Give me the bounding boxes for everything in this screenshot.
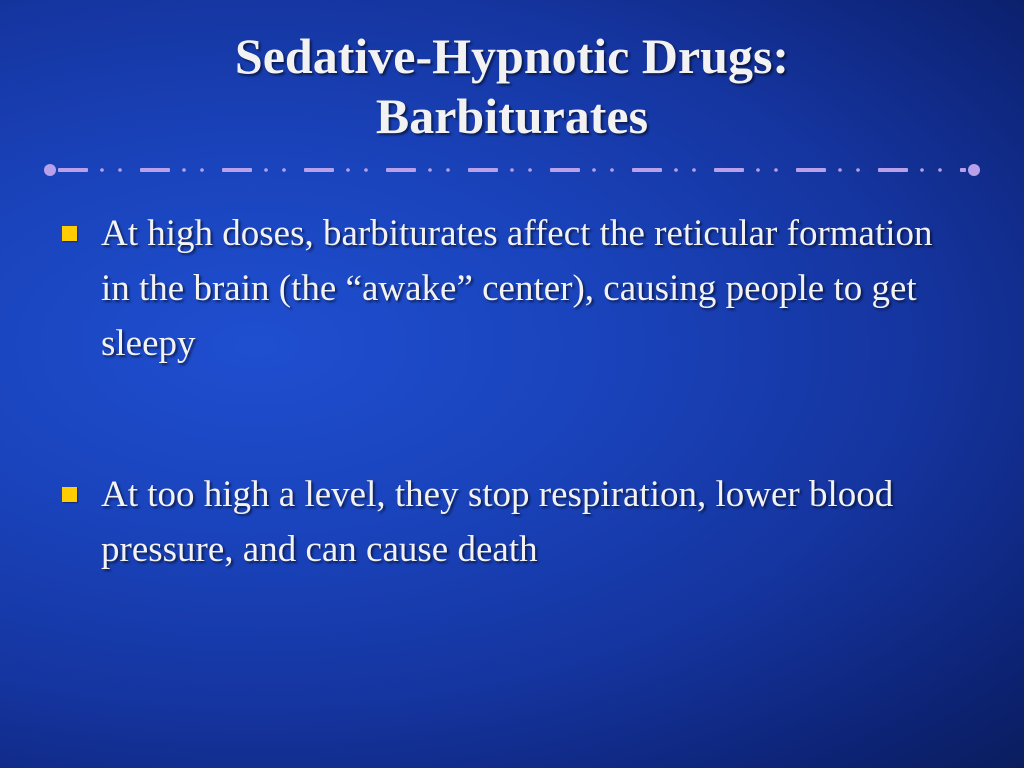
divider-dot bbox=[674, 168, 678, 172]
divider-dash bbox=[58, 168, 88, 172]
divider-dot bbox=[510, 168, 514, 172]
bullet-square-icon bbox=[62, 226, 77, 241]
divider-end-dot bbox=[968, 164, 980, 176]
slide-title bbox=[0, 26, 1024, 146]
divider-end-dot bbox=[44, 164, 56, 176]
divider-dot bbox=[856, 168, 860, 172]
divider-dot bbox=[774, 168, 778, 172]
divider-dot bbox=[200, 168, 204, 172]
divider-dash bbox=[796, 168, 826, 172]
divider-dash bbox=[468, 168, 498, 172]
divider-dot bbox=[692, 168, 696, 172]
divider-dot bbox=[364, 168, 368, 172]
divider-dash bbox=[878, 168, 908, 172]
bullet-square-icon bbox=[62, 487, 77, 502]
divider-dash bbox=[386, 168, 416, 172]
divider-dash bbox=[140, 168, 170, 172]
bullet-item bbox=[62, 206, 962, 371]
divider-dot bbox=[182, 168, 186, 172]
divider-dot bbox=[756, 168, 760, 172]
divider-dash bbox=[550, 168, 580, 172]
title-line-2: Barbiturates bbox=[375, 88, 649, 144]
divider-dot bbox=[528, 168, 532, 172]
divider-dot bbox=[428, 168, 432, 172]
divider-dot bbox=[282, 168, 286, 172]
bullet-text: At high doses, barbiturates affect the reticular formation in the brain (the “awake” center), causing people to get sleepy bbox=[101, 213, 933, 364]
divider-dot bbox=[610, 168, 614, 172]
divider-dash bbox=[632, 168, 662, 172]
divider-dash bbox=[222, 168, 252, 172]
divider-dot bbox=[118, 168, 122, 172]
bullet-text: At too high a level, they stop respiration, lower blood pressure, and can cause death bbox=[101, 474, 894, 570]
divider-dot bbox=[938, 168, 942, 172]
divider-dot bbox=[346, 168, 350, 172]
bullet-item bbox=[62, 467, 962, 577]
divider-dot bbox=[446, 168, 450, 172]
divider-dot bbox=[838, 168, 842, 172]
divider-dot bbox=[920, 168, 924, 172]
divider-dash bbox=[304, 168, 334, 172]
bullet-list bbox=[62, 206, 962, 577]
divider-dot bbox=[592, 168, 596, 172]
title-line-1: Sedative-Hypnotic Drugs: bbox=[234, 28, 790, 84]
title-divider bbox=[44, 162, 980, 178]
divider-dash bbox=[714, 168, 744, 172]
divider-dot bbox=[100, 168, 104, 172]
divider-dash bbox=[960, 168, 966, 172]
divider-dot bbox=[264, 168, 268, 172]
